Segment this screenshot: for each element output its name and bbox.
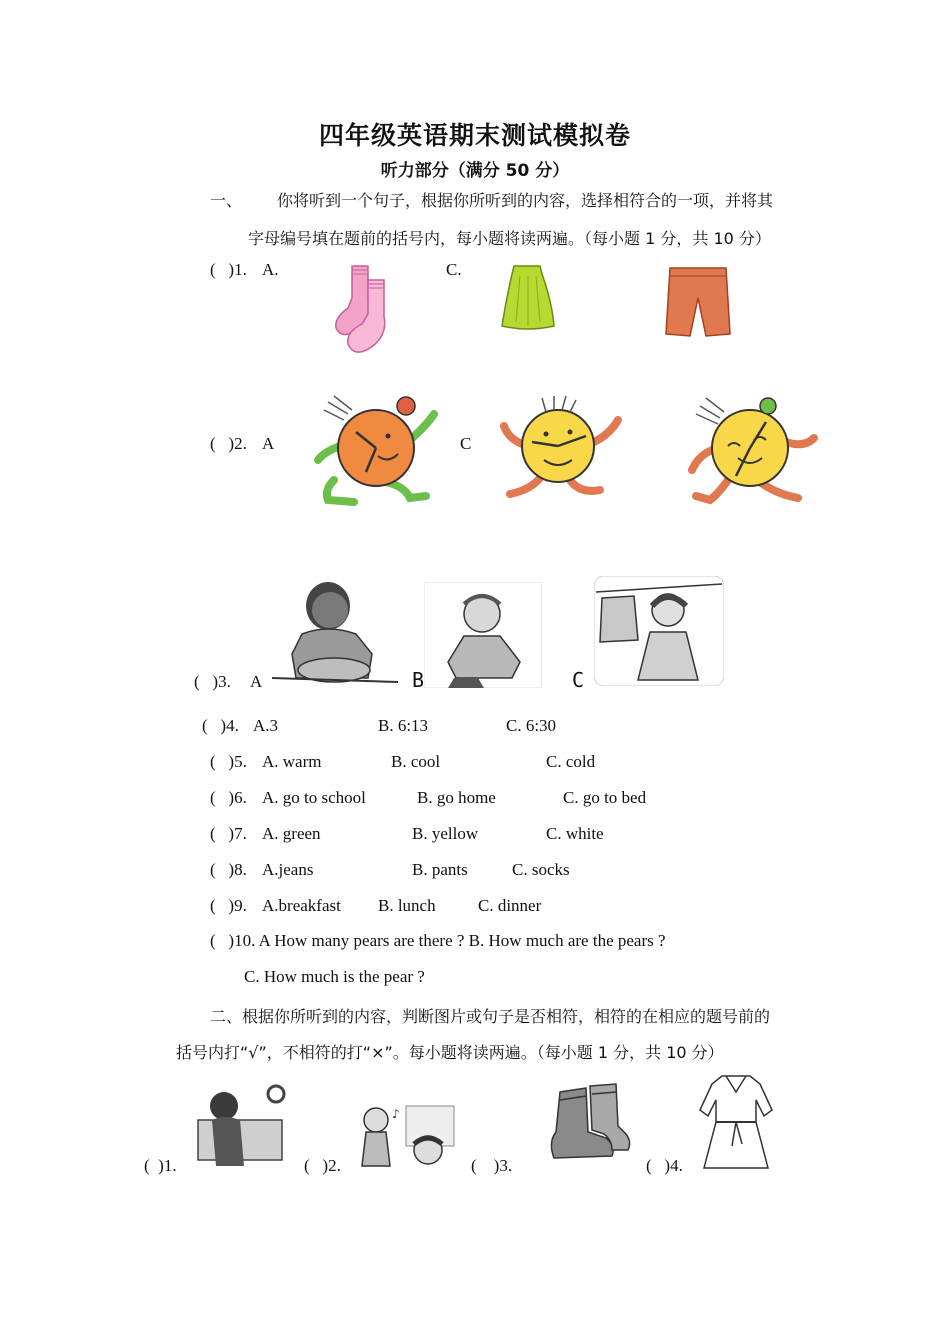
q8-option-c: C. socks: [512, 860, 570, 879]
svg-text:♪: ♪: [392, 1107, 400, 1121]
s2-q4-bracket[interactable]: ( )4.: [646, 1156, 683, 1175]
q10-line1[interactable]: ( )10. A How many pears are there ? B. How much are the pears ?: [210, 931, 666, 950]
q9-option-a: A.breakfast: [262, 896, 341, 915]
q8-option-b: B. pants: [412, 860, 468, 879]
q1-bracket[interactable]: ( )1.: [210, 260, 247, 279]
s2-q1-bracket[interactable]: ( )1.: [144, 1156, 177, 1175]
section1-number: 一、: [210, 191, 243, 210]
boots-image: [546, 1082, 632, 1164]
q9-option-b: B. lunch: [378, 896, 436, 915]
q7-option-a: A. green: [262, 824, 321, 843]
q6-bracket[interactable]: ( )6.: [210, 788, 247, 807]
q6-option-c: C. go to bed: [563, 788, 647, 807]
clock-character-orange-image: [314, 390, 444, 508]
boy-washing-image: [272, 574, 398, 688]
s2-q2-bracket[interactable]: ( )2.: [304, 1156, 341, 1175]
q6-option-a: A. go to school: [262, 788, 366, 807]
q1-option-a-label: A.: [262, 260, 279, 279]
section1-instruction-line2: 字母编号填在题前的括号内，每小题将读两遍。（每小题 1 分，共 10 分）: [248, 229, 771, 248]
q3-bracket[interactable]: ( )3.: [194, 672, 231, 691]
q7-bracket[interactable]: ( )7.: [210, 824, 247, 843]
q5-option-a: A. warm: [262, 752, 322, 771]
clock-character-yellow-image: [500, 390, 624, 508]
q9-bracket[interactable]: ( )9.: [210, 896, 247, 915]
q4-option-a: A.3: [253, 716, 279, 735]
q8-bracket[interactable]: ( )8.: [210, 860, 247, 879]
page-title: 四年级英语期末测试模拟卷: [318, 121, 631, 150]
q10-line2: C. How much is the pear ?: [244, 967, 425, 986]
q5-option-c: C. cold: [546, 752, 596, 771]
boy-getting-up-image: [194, 1080, 286, 1174]
q1-option-c-label: C.: [446, 260, 462, 279]
q6-option-b: B. go home: [417, 788, 496, 807]
q4-option-c: C. 6:30: [506, 716, 557, 735]
q4-option-b: B. 6:13: [378, 716, 429, 735]
skirt-image: [500, 262, 556, 332]
q2-option-c-label: C: [460, 434, 472, 453]
girl-dressing-image: [424, 582, 542, 688]
q5-option-b: B. cool: [391, 752, 441, 771]
q7-option-b: B. yellow: [412, 824, 479, 843]
clock-character-yellow-green-hat-image: [688, 390, 820, 508]
q9-option-c: C. dinner: [478, 896, 542, 915]
girl-and-boy-singing-image: [356, 1102, 462, 1172]
q3-option-c-label: C: [572, 668, 585, 692]
shorts-image: [664, 264, 732, 340]
q4-bracket[interactable]: ( )4.: [202, 716, 239, 735]
dress-image: [696, 1070, 776, 1174]
q3-option-b-label: B: [412, 668, 425, 692]
section2-instruction-line1: 二、根据你所听到的内容，判断图片或句子是否相符，相符的在相应的题号前的: [210, 1007, 771, 1026]
q5-bracket[interactable]: ( )5.: [210, 752, 247, 771]
girl-hanging-clothes-image: [594, 576, 724, 686]
q3-option-a-label: A: [250, 672, 263, 691]
q2-bracket[interactable]: ( )2.: [210, 434, 247, 453]
q8-option-a: A.jeans: [262, 860, 314, 879]
s2-q3-bracket[interactable]: ( )3.: [471, 1156, 513, 1175]
q2-option-a-label: A: [262, 434, 275, 453]
section1-instruction-line1: 你将听到一个句子，根据你所听到的内容，选择相符合的一项，并将其: [277, 191, 774, 210]
section2-instruction-line2: 括号内打“√”，不相符的打“×”。每小题将读两遍。（每小题 1 分，共 10 分）: [176, 1043, 724, 1062]
page-subtitle: 听力部分（满分 50 分）: [380, 161, 570, 181]
q7-option-c: C. white: [546, 824, 604, 843]
socks-image: [322, 258, 396, 358]
